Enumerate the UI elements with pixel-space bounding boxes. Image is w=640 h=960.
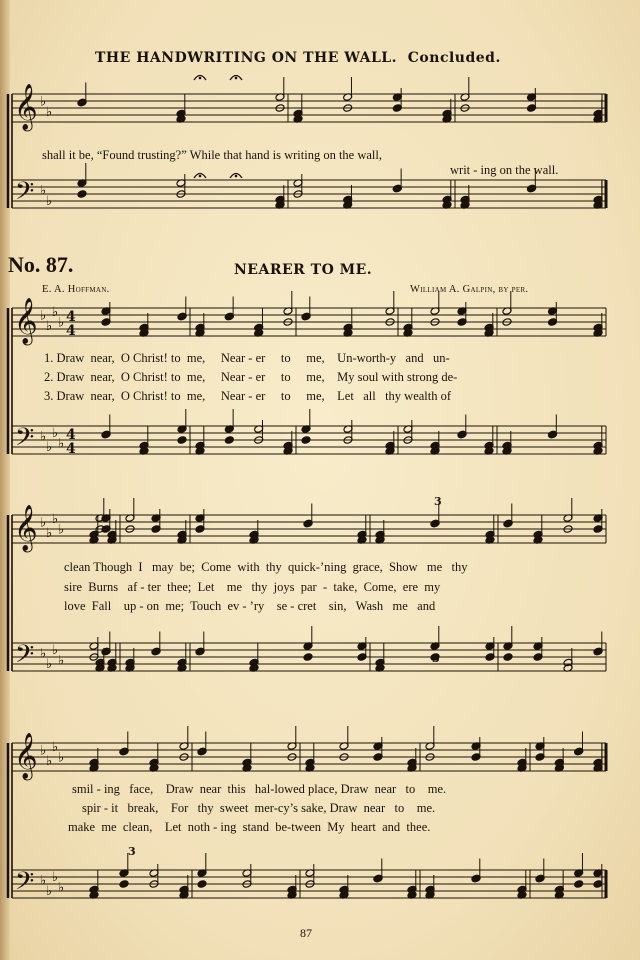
system2-verse-2: sire Burns af - ter thee; Let me thy joys par - take, Come, ere my xyxy=(64,580,441,594)
system3-verse-1: smil - ing face, Draw near this hal-lowed place, Draw near to me. xyxy=(72,782,447,796)
system3-verse-2: spir - it break, For thy sweet mer-cy’s sake, Draw near to me. xyxy=(82,801,436,815)
hymn87-system2-bass-note xyxy=(503,653,513,662)
hymn87-system3-treble-note xyxy=(574,747,584,756)
concluded-system-bass-keysig: ♭ xyxy=(40,183,47,199)
hymn87-system2-treble-note xyxy=(503,519,513,528)
hymn87-system2-bass-note xyxy=(593,647,603,656)
hymn87-system1-bass-time-top: 4 xyxy=(66,427,76,443)
hymn87-system3-bass-keysig: ♭ xyxy=(52,870,59,885)
hymn87-system1-treble-keysig: ♭ xyxy=(46,319,53,334)
concluded-system-treble-note xyxy=(77,98,87,107)
hymn87-system2-treble-keysig: ♭ xyxy=(46,526,53,541)
hymn87-system2-bass-keysig: ♭ xyxy=(46,657,53,672)
hymn87-system2-treble-note xyxy=(303,519,313,528)
concluded-system-bass-note xyxy=(77,190,87,199)
concluded-system-bass-keysig: ♭ xyxy=(46,194,53,209)
hymn87-system3-treble-keysig: ♭ xyxy=(52,740,59,755)
hymn-music-credit: William A. Galpin, by per. xyxy=(410,284,529,295)
hymn87-system1-bass-keysig: ♭ xyxy=(58,436,65,452)
concluded-system-treble-clef: 𝄞 xyxy=(14,84,38,130)
hymn87-system1-treble-note xyxy=(177,312,187,321)
hymn87-system3-treble-keysig: ♭ xyxy=(46,754,53,769)
triplet-mark-3: 3 xyxy=(128,845,136,858)
hymn87-system1-bass-keysig: ♭ xyxy=(52,426,59,441)
hymn87-system2-bass-note xyxy=(151,647,161,656)
hymn87-system1-treble-keysig: ♭ xyxy=(58,315,65,331)
hymn87-system1-bass-keysig: ♭ xyxy=(40,429,47,445)
hymn87-system3-bass-note xyxy=(197,880,207,889)
hymn87-system3-treble-clef: 𝄞 xyxy=(14,733,38,779)
hymn87-system3-treble-keysig: ♭ xyxy=(40,743,47,759)
hymn87-system1-treble-clef: 𝄞 xyxy=(14,298,38,344)
hymn87-system1-bass-note xyxy=(224,436,234,445)
system1-verse-1: 1. Draw near, O Christ! to me, Near - er to me, Un-worth-y and un- xyxy=(44,351,450,365)
concluded-system-bass-clef: 𝄢 xyxy=(15,177,35,212)
hymn87-system3-bass-note xyxy=(471,874,481,883)
section1-lyric-1: shall it be, “Found trusting?” While that hand is writing on the wall, xyxy=(42,148,382,162)
triplet-mark-2: 3 xyxy=(432,652,440,665)
concluded-fermata-4-dot xyxy=(235,175,238,178)
hymn87-system2-bass-keysig: ♭ xyxy=(58,653,65,669)
hymn87-system3-bass-note xyxy=(119,880,129,889)
concluded-system-bass-note xyxy=(527,184,537,193)
hymn87-system3-bass-note xyxy=(535,874,545,883)
hymn87-system3-bass-note xyxy=(574,880,584,889)
concluded-system-treble-keysig: ♭ xyxy=(46,105,53,120)
hymn87-system3-bass-keysig: ♭ xyxy=(46,884,53,899)
hymn87-system3-bass-clef: 𝄢 xyxy=(15,867,35,902)
hymn87-system2-bass-clef: 𝄢 xyxy=(15,640,35,675)
hymn87-system2-bass-note xyxy=(101,647,111,656)
hymn87-system1-bass-note xyxy=(101,430,111,439)
hymn87-system1-bass-note xyxy=(177,436,187,445)
concluded-system-treble-keysig: ♭ xyxy=(40,94,47,110)
hymn87-system3-treble-note xyxy=(119,747,129,756)
hymn87-system2-bass-note xyxy=(303,653,313,662)
hymn87-system1-treble-note xyxy=(301,312,311,321)
hymn87-system1-bass-note xyxy=(457,430,467,439)
system1-verse-2: 2. Draw near, O Christ! to me, Near - er to me, My soul with strong de- xyxy=(44,370,458,384)
concluded-system-bass-note xyxy=(392,184,402,193)
hymn87-system2-bass-keysig: ♭ xyxy=(40,646,47,662)
hymn87-system1-bass-note xyxy=(548,430,558,439)
hymn87-system1-treble-keysig: ♭ xyxy=(52,305,59,320)
hymn87-system2-treble-keysig: ♭ xyxy=(52,512,59,527)
hymn87-system2-treble-keysig: ♭ xyxy=(40,515,47,531)
hymn87-system1-treble-keysig: ♭ xyxy=(40,308,47,324)
hymn87-system2-treble-clef: 𝄞 xyxy=(14,505,38,551)
concluded-fermata-1-dot xyxy=(199,77,202,80)
hymn-number: No. 87. xyxy=(8,252,74,277)
hymn87-system1-treble-note xyxy=(224,312,234,321)
hymn87-system3-treble-keysig: ♭ xyxy=(58,750,65,766)
hymn87-system1-bass-note xyxy=(301,436,311,445)
system3-verse-3: make me clean, Let noth - ing stand be-tween My heart and thee. xyxy=(68,820,431,834)
hymn87-system1-treble-time-top: 4 xyxy=(66,309,76,325)
hymn87-system1-treble-time-bottom: 4 xyxy=(66,323,76,339)
hymn87-system1-bass-keysig: ♭ xyxy=(46,440,53,455)
system2-verse-3: love Fall up - on me; Touch ev - ’ry se - cret sin, Wash me and xyxy=(64,599,436,613)
hymn87-system3-bass-note xyxy=(373,874,383,883)
section1-lyric-2: writ - ing on the wall. xyxy=(450,163,559,177)
hymn87-system2-treble-keysig: ♭ xyxy=(58,522,65,538)
hymn-title: NEARER TO ME. xyxy=(234,262,373,278)
system2-verse-1: clean Though I may be; Come with thy quick-’ning grace, Show me thy xyxy=(64,560,468,574)
hymn87-system3-bass-keysig: ♭ xyxy=(58,880,65,896)
hymn87-system1-bass-time-bottom: 4 xyxy=(66,441,76,457)
page-header-title: THE HANDWRITING ON THE WALL. xyxy=(95,50,398,66)
concluded-fermata-2-dot xyxy=(235,77,238,80)
page-header-suffix: Concluded. xyxy=(407,50,501,66)
triplet-mark-1: 3 xyxy=(434,495,442,508)
concluded-fermata-3-dot xyxy=(199,175,202,178)
system1-verse-3: 3. Draw near, O Christ! to me, Near - er to me, Let all thy wealth of xyxy=(44,389,452,403)
hymn87-system2-treble-note xyxy=(430,519,440,528)
hymn87-system3-treble-note xyxy=(197,747,207,756)
hymn-words-credit: E. A. Hoffman. xyxy=(42,284,110,295)
hymn87-system3-bass-keysig: ♭ xyxy=(40,873,47,889)
hymn87-system1-bass-clef: 𝄢 xyxy=(15,423,35,458)
hymn87-system2-bass-keysig: ♭ xyxy=(52,643,59,658)
hymn87-system2-bass-note xyxy=(195,647,205,656)
page-number: 87 xyxy=(300,926,312,940)
